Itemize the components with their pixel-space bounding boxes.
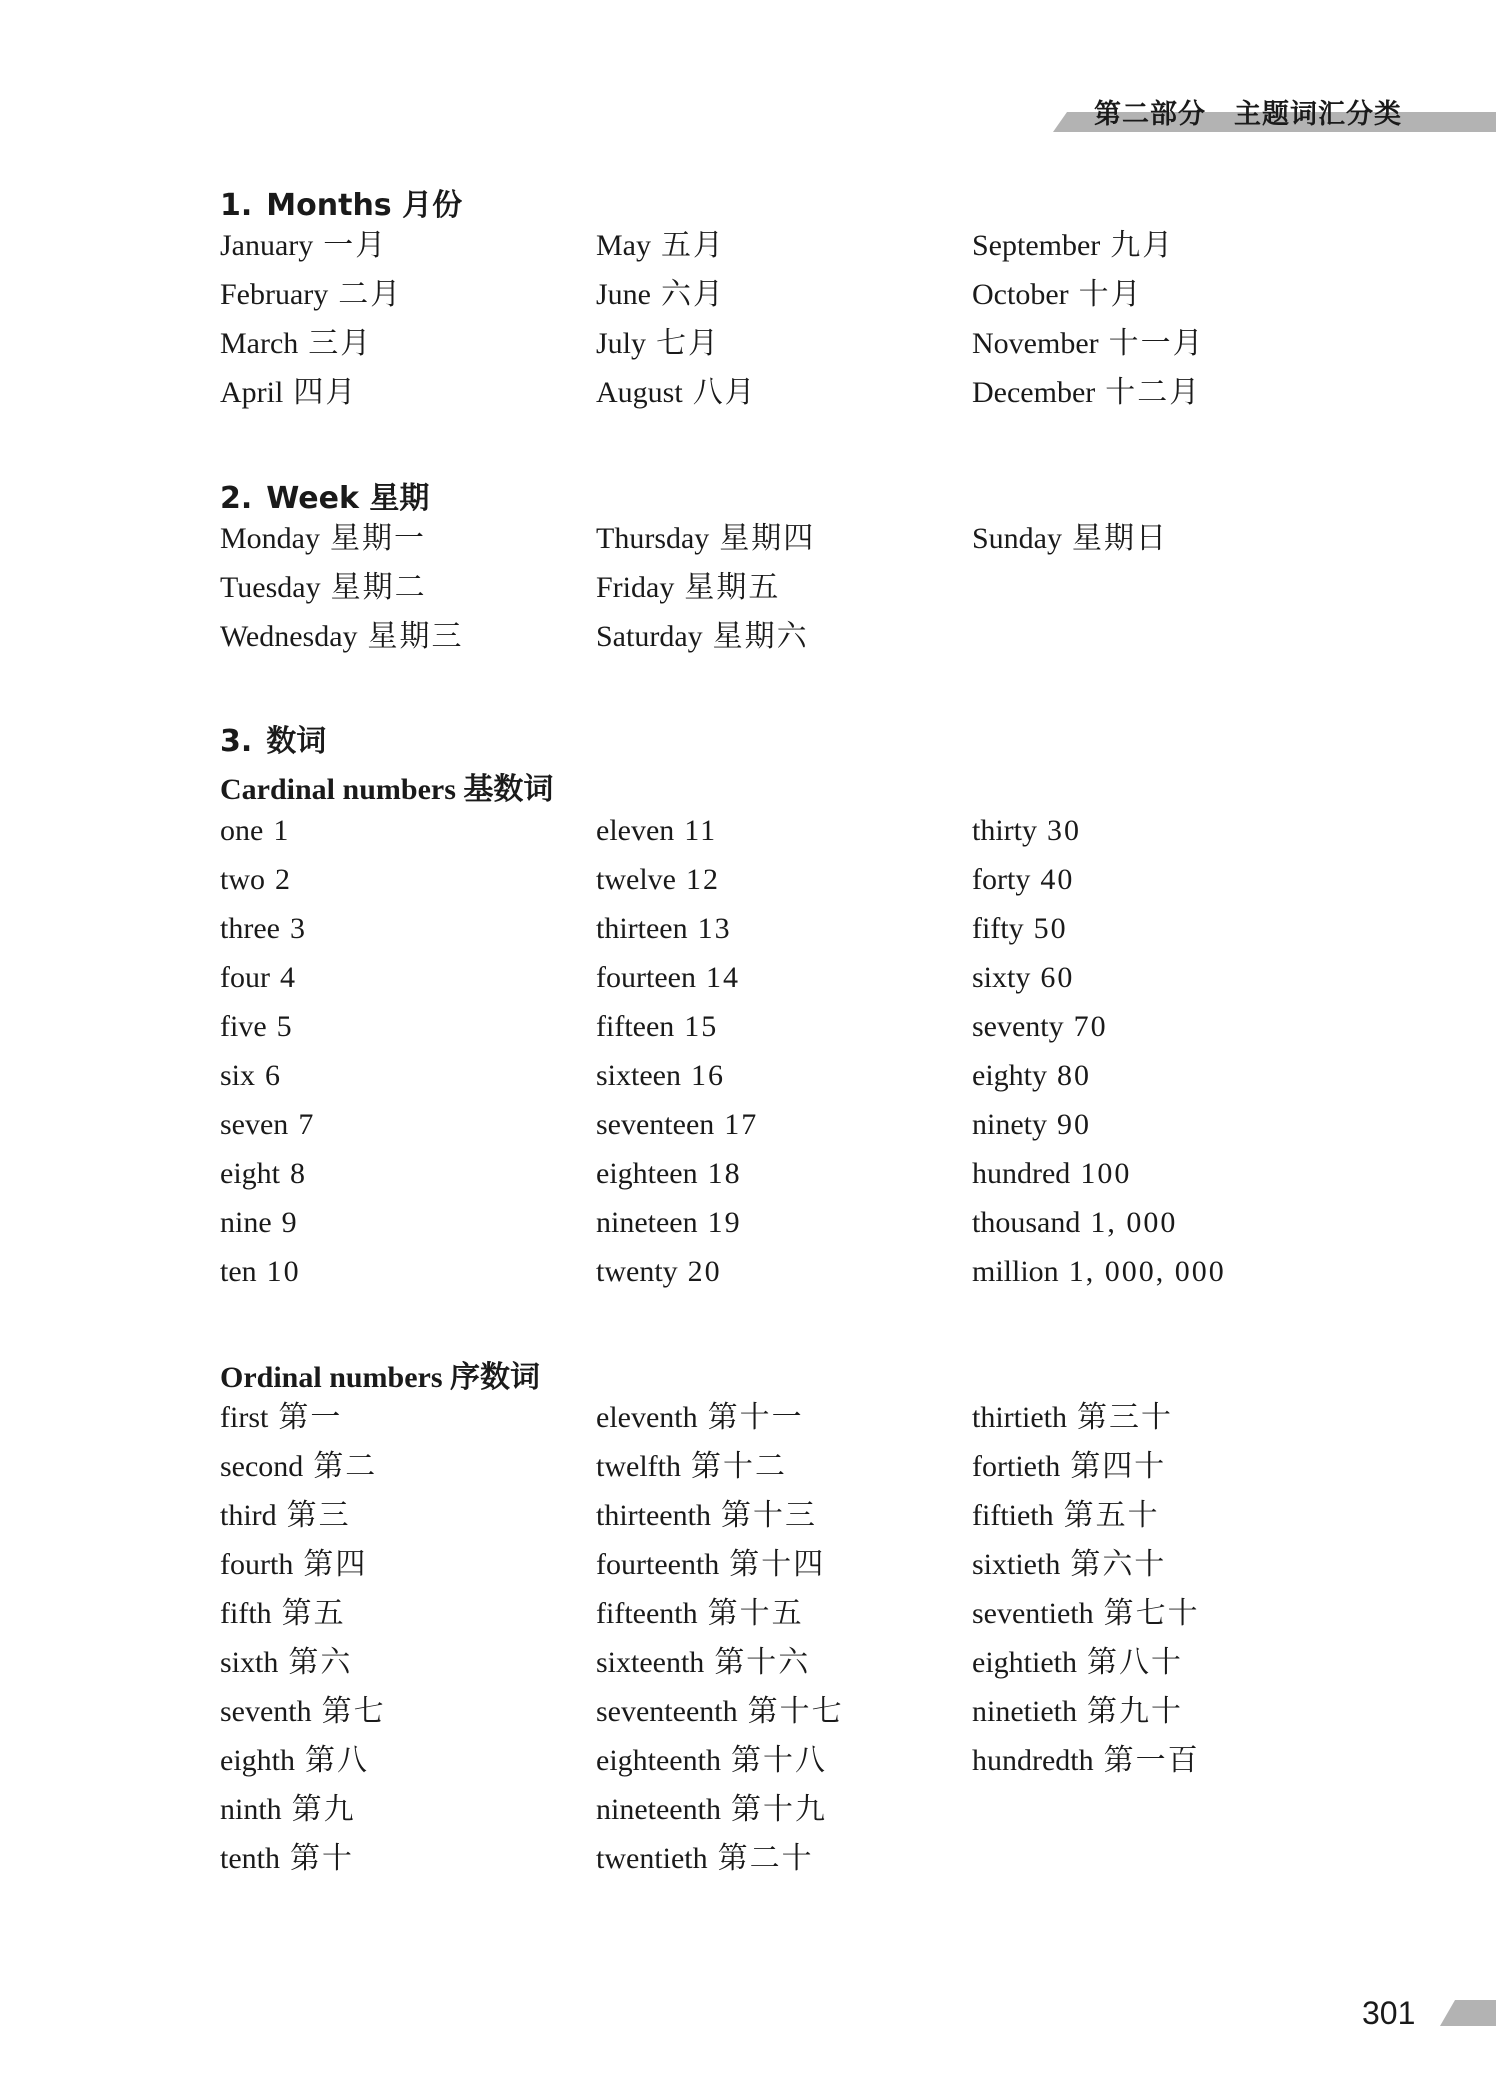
- vocab-english: two: [220, 863, 265, 896]
- vocab-translation: 6: [265, 1059, 283, 1092]
- section-heading: Months 月份: [266, 188, 463, 223]
- vocab-translation: 第十七: [747, 1695, 844, 1728]
- vocab-item: [220, 1400, 342, 1436]
- vocab-english: Tuesday: [220, 571, 321, 604]
- vocab-item: [972, 1743, 1200, 1779]
- vocab-english: twentieth: [596, 1842, 708, 1875]
- vocab-english: five: [220, 1010, 267, 1043]
- vocab-english: seventh: [220, 1695, 312, 1728]
- vocab-translation: 30: [1047, 814, 1081, 847]
- vocab-item: [220, 570, 427, 606]
- vocab-translation: 第十八: [730, 1744, 827, 1777]
- vocab-item: [596, 1694, 844, 1730]
- vocab-translation: 第八十: [1086, 1646, 1183, 1679]
- vocab-translation: 第十九: [730, 1793, 827, 1826]
- page-number: 301: [1362, 1995, 1416, 2031]
- vocab-english: February: [220, 278, 329, 311]
- vocab-translation: 13: [697, 912, 732, 945]
- vocab-item: [972, 1596, 1200, 1632]
- vocab-item: [220, 813, 290, 849]
- vocab-translation: 4: [279, 961, 297, 994]
- vocab-english: Monday: [220, 522, 320, 555]
- vocab-item: [596, 326, 720, 362]
- vocab-english: tenth: [220, 1842, 280, 1875]
- vocab-item: [596, 619, 809, 655]
- vocab-translation: 第一百: [1103, 1744, 1200, 1777]
- section-number: 2.: [220, 481, 253, 516]
- vocab-item: [220, 1596, 346, 1632]
- vocab-item: [220, 521, 426, 557]
- vocab-english: seventeenth: [596, 1695, 738, 1728]
- vocab-translation: 星期一: [330, 522, 426, 555]
- vocab-translation: 第十二: [690, 1450, 787, 1483]
- vocab-item: [596, 813, 717, 849]
- vocab-english: seventy: [972, 1010, 1064, 1043]
- vocab-english: Friday: [596, 571, 675, 604]
- vocab-translation: 星期五: [684, 571, 781, 604]
- vocab-english: Thursday: [596, 522, 710, 555]
- vocab-item: [220, 1547, 367, 1583]
- vocab-translation: 2: [275, 863, 292, 896]
- vocab-english: sixtieth: [972, 1548, 1061, 1581]
- vocab-item: [972, 1547, 1166, 1583]
- vocab-english: thirteenth: [596, 1499, 711, 1532]
- vocab-item: [220, 1254, 301, 1290]
- vocab-english: eleventh: [596, 1401, 698, 1434]
- vocab-item: [220, 619, 464, 655]
- vocab-item: [972, 375, 1201, 411]
- header-title: 主题词汇分类: [1234, 99, 1402, 130]
- vocab-item: [972, 911, 1068, 947]
- vocab-translation: 14: [705, 961, 740, 994]
- vocab-translation: 三月: [308, 327, 373, 360]
- vocab-translation: 七月: [656, 327, 721, 360]
- vocab-item: [972, 1205, 1177, 1241]
- vocab-english: eighteenth: [596, 1744, 721, 1777]
- vocab-english: nine: [220, 1206, 272, 1239]
- vocab-item: [596, 1645, 810, 1681]
- vocab-item: [220, 1009, 294, 1045]
- vocab-translation: 第九十: [1086, 1695, 1183, 1728]
- vocab-english: sixteenth: [596, 1646, 705, 1679]
- vocab-translation: 80: [1057, 1059, 1091, 1092]
- vocab-item: [596, 1596, 804, 1632]
- vocab-item: [596, 1009, 718, 1045]
- vocab-translation: 十一月: [1108, 327, 1205, 360]
- vocab-item: [596, 1841, 814, 1877]
- vocab-translation: 九月: [1110, 229, 1175, 262]
- vocab-item: [596, 1400, 804, 1436]
- vocab-english: second: [220, 1450, 304, 1483]
- vocab-item: [220, 228, 387, 264]
- vocab-item: [220, 1205, 299, 1241]
- vocab-item: [220, 1792, 356, 1828]
- vocab-translation: 第六: [288, 1646, 353, 1679]
- vocab-english: million: [972, 1255, 1059, 1288]
- header-part: 第二部分: [1094, 99, 1206, 130]
- vocab-english: six: [220, 1059, 256, 1092]
- vocab-item: [596, 960, 740, 996]
- vocab-item: [220, 1645, 352, 1681]
- vocab-english: hundred: [972, 1157, 1071, 1190]
- vocab-english: thirtieth: [972, 1401, 1067, 1434]
- vocab-english: eleven: [596, 814, 675, 847]
- vocab-english: third: [220, 1499, 277, 1532]
- vocab-item: [596, 862, 720, 898]
- vocab-item: [596, 521, 815, 557]
- vocab-english: fifty: [972, 912, 1024, 945]
- vocab-item: [596, 375, 757, 411]
- vocab-english: seventieth: [972, 1597, 1094, 1630]
- vocab-item: [596, 1254, 722, 1290]
- vocab-translation: 第一: [278, 1401, 343, 1434]
- vocab-translation: 八月: [692, 376, 757, 409]
- section-number: 3.: [220, 724, 253, 759]
- vocab-item: [220, 1156, 307, 1192]
- vocab-item: [972, 960, 1074, 996]
- vocab-item: [972, 1107, 1091, 1143]
- vocab-item: [596, 1156, 742, 1192]
- section-title-numerals: [220, 716, 326, 760]
- vocab-translation: 40: [1040, 863, 1075, 896]
- vocab-translation: 第二十: [717, 1842, 814, 1875]
- vocab-translation: 第七十: [1103, 1597, 1200, 1630]
- vocab-translation: 十月: [1078, 278, 1143, 311]
- footer-band: [1440, 2000, 1496, 2026]
- vocab-item: [220, 1058, 282, 1094]
- vocab-translation: 12: [685, 863, 720, 896]
- vocab-translation: 60: [1040, 961, 1075, 994]
- vocab-translation: 第六十: [1070, 1548, 1167, 1581]
- vocab-english: twelve: [596, 863, 676, 896]
- vocab-item: [972, 1156, 1131, 1192]
- vocab-translation: 第二: [313, 1450, 378, 1483]
- section-title-week: [220, 473, 429, 517]
- vocab-item: [972, 1058, 1091, 1094]
- vocab-english: fifteenth: [596, 1597, 698, 1630]
- vocab-translation: 70: [1073, 1010, 1108, 1043]
- vocab-translation: 11: [684, 814, 718, 847]
- subtitle-cardinal: Cardinal numbers 基数词: [220, 773, 554, 806]
- vocab-translation: 90: [1057, 1108, 1091, 1141]
- vocab-translation: 第十三: [720, 1499, 817, 1532]
- vocab-item: [972, 1254, 1226, 1290]
- vocab-english: three: [220, 912, 280, 945]
- vocab-translation: 第五: [281, 1597, 346, 1630]
- vocab-translation: 10: [266, 1255, 301, 1288]
- vocab-translation: 一月: [323, 229, 388, 262]
- vocab-item: [220, 960, 297, 996]
- vocab-translation: 7: [298, 1108, 316, 1141]
- vocab-english: sixty: [972, 961, 1031, 994]
- vocab-translation: 1, 000, 000: [1068, 1255, 1226, 1288]
- section-heading: Week 星期: [266, 481, 430, 516]
- vocab-item: [972, 1400, 1173, 1436]
- vocab-item: [596, 1792, 827, 1828]
- vocab-translation: 第十六: [714, 1646, 811, 1679]
- vocab-translation: 19: [707, 1206, 742, 1239]
- vocab-item: [972, 1694, 1183, 1730]
- vocab-translation: 100: [1080, 1157, 1132, 1190]
- vocab-english: twenty: [596, 1255, 678, 1288]
- vocab-item: [220, 862, 292, 898]
- vocab-english: fourteenth: [596, 1548, 720, 1581]
- vocab-translation: 第八: [305, 1744, 369, 1777]
- vocab-english: nineteen: [596, 1206, 698, 1239]
- vocab-english: April: [220, 376, 284, 409]
- vocab-english: nineteenth: [596, 1793, 721, 1826]
- vocab-english: thirty: [972, 814, 1037, 847]
- vocab-translation: 第三十: [1076, 1401, 1173, 1434]
- vocab-item: [220, 375, 357, 411]
- vocab-english: hundredth: [972, 1744, 1094, 1777]
- vocab-translation: 50: [1033, 912, 1068, 945]
- section-heading: 数词: [266, 724, 327, 759]
- vocab-item: [972, 813, 1081, 849]
- vocab-english: December: [972, 376, 1096, 409]
- vocab-item: [972, 521, 1168, 557]
- vocab-english: August: [596, 376, 683, 409]
- vocab-translation: 第四: [303, 1548, 368, 1581]
- vocab-english: ninetieth: [972, 1695, 1077, 1728]
- vocab-item: [972, 228, 1174, 264]
- vocab-item: [972, 1498, 1160, 1534]
- vocab-translation: 18: [707, 1157, 742, 1190]
- vocab-translation: 星期四: [719, 522, 816, 555]
- vocab-english: fourth: [220, 1548, 294, 1581]
- vocab-translation: 3: [289, 912, 307, 945]
- section-number: 1.: [220, 188, 253, 223]
- vocab-item: [220, 326, 372, 362]
- vocab-english: four: [220, 961, 270, 994]
- vocab-english: eighth: [220, 1744, 295, 1777]
- vocab-translation: 1: [273, 814, 291, 847]
- vocab-translation: 星期二: [330, 571, 427, 604]
- vocab-item: [596, 570, 780, 606]
- vocab-english: fiftieth: [972, 1499, 1054, 1532]
- vocab-english: ninety: [972, 1108, 1047, 1141]
- vocab-english: seventeen: [596, 1108, 715, 1141]
- vocab-english: Saturday: [596, 620, 703, 653]
- vocab-english: forty: [972, 863, 1031, 896]
- vocab-translation: 四月: [293, 376, 358, 409]
- vocab-translation: 8: [290, 1157, 307, 1190]
- vocab-english: fortieth: [972, 1450, 1061, 1483]
- vocab-english: September: [972, 229, 1101, 262]
- vocab-translation: 六月: [661, 278, 725, 311]
- vocab-translation: 5: [276, 1010, 294, 1043]
- vocab-item: [596, 1449, 787, 1485]
- vocab-english: Wednesday: [220, 620, 358, 653]
- vocab-translation: 第四十: [1070, 1450, 1167, 1483]
- vocab-translation: 二月: [338, 278, 403, 311]
- vocab-translation: 第十四: [729, 1548, 826, 1581]
- vocab-english: eight: [220, 1157, 280, 1190]
- vocab-translation: 16: [690, 1059, 725, 1092]
- vocab-item: [596, 1743, 827, 1779]
- vocab-translation: 第十: [290, 1842, 354, 1875]
- vocab-english: seven: [220, 1108, 289, 1141]
- vocab-english: twelfth: [596, 1450, 681, 1483]
- vocab-translation: 第十五: [707, 1597, 804, 1630]
- vocab-english: June: [596, 278, 651, 311]
- vocab-translation: 17: [724, 1108, 759, 1141]
- vocab-translation: 星期日: [1072, 522, 1168, 555]
- vocab-translation: 十二月: [1105, 376, 1202, 409]
- vocab-item: [220, 1841, 354, 1877]
- vocab-item: [596, 1058, 725, 1094]
- vocab-english: March: [220, 327, 299, 360]
- vocab-item: [972, 326, 1205, 362]
- vocab-translation: 星期三: [367, 620, 464, 653]
- vocab-translation: 五月: [661, 229, 725, 262]
- vocab-item: [972, 862, 1074, 898]
- vocab-english: thousand: [972, 1206, 1081, 1239]
- vocab-item: [596, 1107, 758, 1143]
- vocab-item: [596, 1205, 742, 1241]
- vocab-english: eighteen: [596, 1157, 698, 1190]
- vocab-item: [220, 1498, 351, 1534]
- vocab-english: one: [220, 814, 264, 847]
- vocab-english: Sunday: [972, 522, 1062, 555]
- vocab-english: thirteen: [596, 912, 688, 945]
- vocab-english: January: [220, 229, 314, 262]
- vocab-translation: 星期六: [712, 620, 809, 653]
- vocab-translation: 15: [684, 1010, 719, 1043]
- vocab-english: fifth: [220, 1597, 272, 1630]
- vocab-english: sixth: [220, 1646, 279, 1679]
- vocab-item: [220, 1449, 377, 1485]
- vocab-english: July: [596, 327, 647, 360]
- vocab-item: [220, 1743, 369, 1779]
- vocab-translation: 第七: [321, 1695, 386, 1728]
- vocab-english: fourteen: [596, 961, 696, 994]
- vocab-item: [596, 1498, 817, 1534]
- vocab-english: fifteen: [596, 1010, 675, 1043]
- vocab-english: October: [972, 278, 1069, 311]
- section-title-months: [220, 180, 462, 224]
- vocab-item: [596, 1547, 825, 1583]
- vocab-translation: 1, 000: [1090, 1206, 1178, 1239]
- vocab-translation: 第九: [291, 1793, 356, 1826]
- subtitle-ordinal: Ordinal numbers 序数词: [220, 1361, 541, 1394]
- vocab-item: [220, 911, 307, 947]
- vocab-item: [220, 1107, 315, 1143]
- vocab-item: [596, 911, 732, 947]
- vocab-translation: 第十一: [707, 1401, 804, 1434]
- vocab-english: May: [596, 229, 651, 262]
- vocab-item: [220, 1694, 386, 1730]
- vocab-translation: 20: [687, 1255, 722, 1288]
- vocab-item: [972, 277, 1143, 313]
- vocab-english: November: [972, 327, 1099, 360]
- vocab-english: first: [220, 1401, 269, 1434]
- vocab-translation: 9: [281, 1206, 299, 1239]
- vocab-translation: 第五十: [1063, 1499, 1160, 1532]
- vocab-english: eightieth: [972, 1646, 1077, 1679]
- running-header: [1094, 92, 1402, 131]
- vocab-english: sixteen: [596, 1059, 681, 1092]
- vocab-item: [596, 277, 725, 313]
- vocab-item: [596, 228, 725, 264]
- vocab-english: ten: [220, 1255, 257, 1288]
- vocab-english: ninth: [220, 1793, 282, 1826]
- vocab-item: [972, 1449, 1166, 1485]
- vocab-translation: 第三: [286, 1499, 351, 1532]
- vocab-english: eighty: [972, 1059, 1047, 1092]
- vocab-item: [972, 1645, 1183, 1681]
- vocab-item: [220, 277, 402, 313]
- vocab-item: [972, 1009, 1108, 1045]
